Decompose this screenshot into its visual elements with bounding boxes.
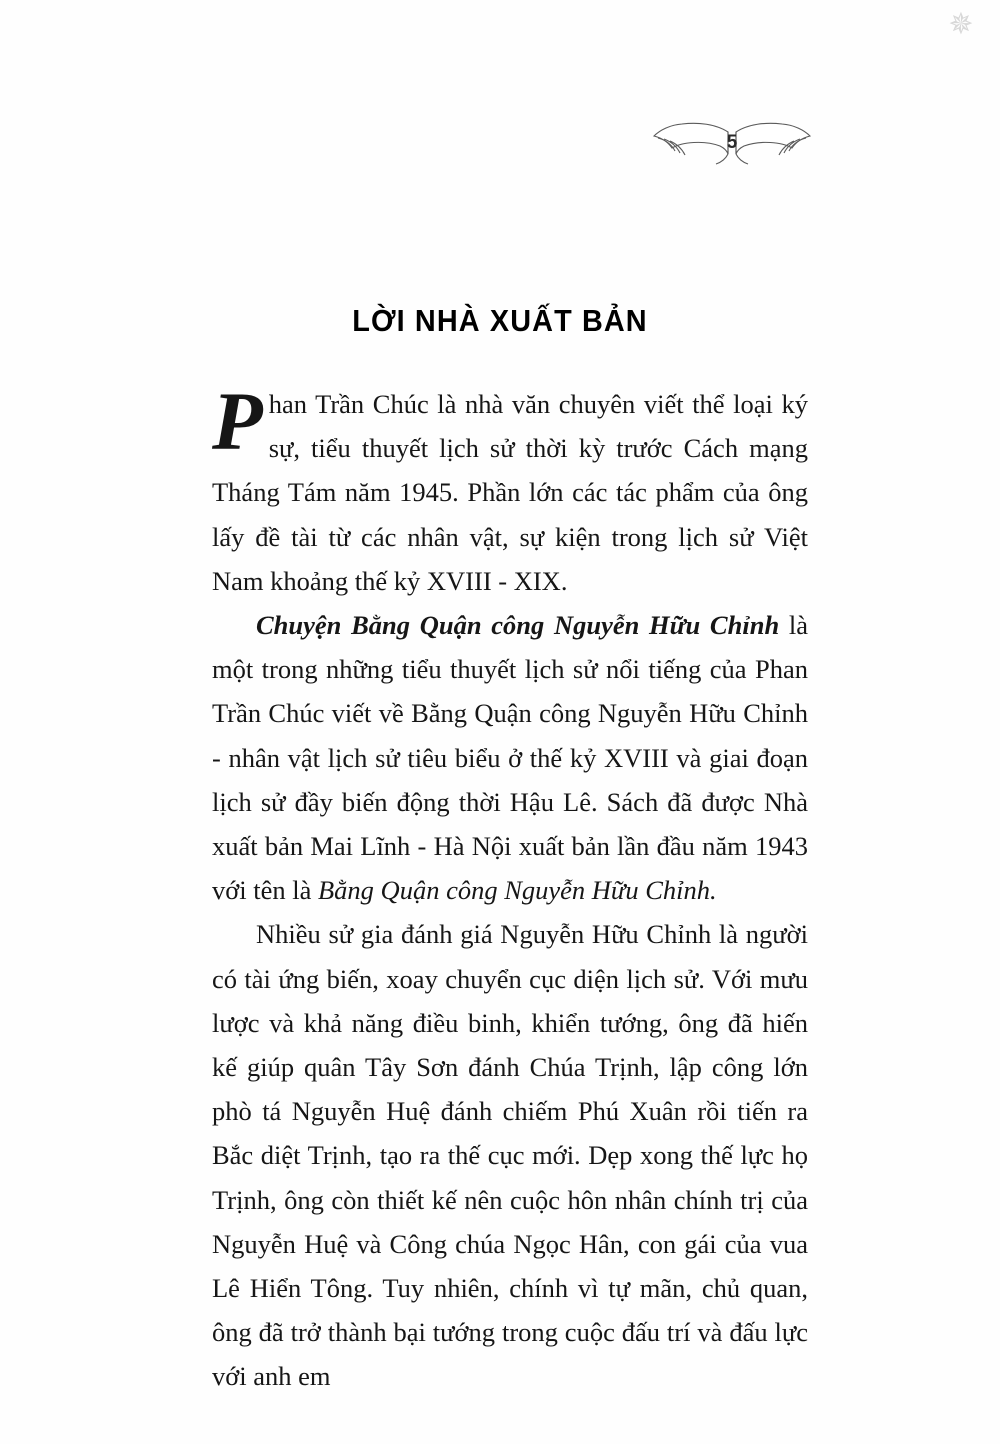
paragraph-1 bbox=[212, 375, 808, 603]
page-title: LỜI NHÀ XUẤT BẢN bbox=[352, 302, 648, 338]
page-number: 5 bbox=[726, 132, 738, 153]
corner-ornament-icon: ✵ bbox=[948, 8, 974, 41]
body-text bbox=[212, 375, 808, 1399]
book-title-emphasis: Chuyện Bằng Quận công Nguyễn Hữu Chỉnh bbox=[256, 610, 780, 641]
drop-cap: P bbox=[212, 375, 263, 467]
paragraph-1-text: han Trần Chúc là nhà văn chuyên viết thể loại ký sự, tiểu thuyết lịch sử thời kỳ trước Cách mạng Tháng Tám năm 1945. Phần lớn các tác phẩm của ông lấy đề tài từ các nhân vật, sự kiện trong lịch sử Việt Nam khoảng thế kỷ XVIII - XIX. bbox=[212, 389, 808, 596]
page-header bbox=[642, 118, 822, 174]
book-title-trailing-emphasis: Bằng Quận công Nguyễn Hữu Chỉnh. bbox=[318, 875, 717, 906]
paragraph-3-text: Nhiều sử gia đánh giá Nguyễn Hữu Chỉnh là người có tài ứng biến, xoay chuyển cục diện lịch sử. Với mưu lược và khả năng điều binh, khiển tướng, ông đã hiến kế giúp quân Tây Sơn đánh Chúa Trịnh, lập công lớn phò tá Nguyễn Huệ đánh chiếm Phú Xuân rồi tiến ra Bắc diệt Trịnh, tạo ra thế cục mới. Dẹp xong thế lực họ Trịnh, ông còn thiết kế nên cuộc hôn nhân chính trị của Nguyễn Huệ và Công chúa Ngọc Hân, con gái của vua Lê Hiển Tông. Tuy nhiên, chính vì tự mãn, chủ quan, ông đã trở thành bại tướng trong cuộc đấu trí và đấu lực với anh em bbox=[212, 919, 808, 1392]
paragraph-2-text: là một trong những tiểu thuyết lịch sử nổi tiếng của Phan Trần Chúc viết về Bằng Quận công Nguyễn Hữu Chỉnh - nhân vật lịch sử tiêu biểu ở thế kỷ XVIII và giai đoạn lịch sử đầy biến động thời Hậu Lê. Sách đã được Nhà xuất bản Mai Lĩnh - Hà Nội xuất bản lần đầu năm 1943 với tên là bbox=[212, 610, 808, 906]
paragraph-2 bbox=[212, 603, 808, 912]
paragraph-3 bbox=[212, 912, 808, 1398]
